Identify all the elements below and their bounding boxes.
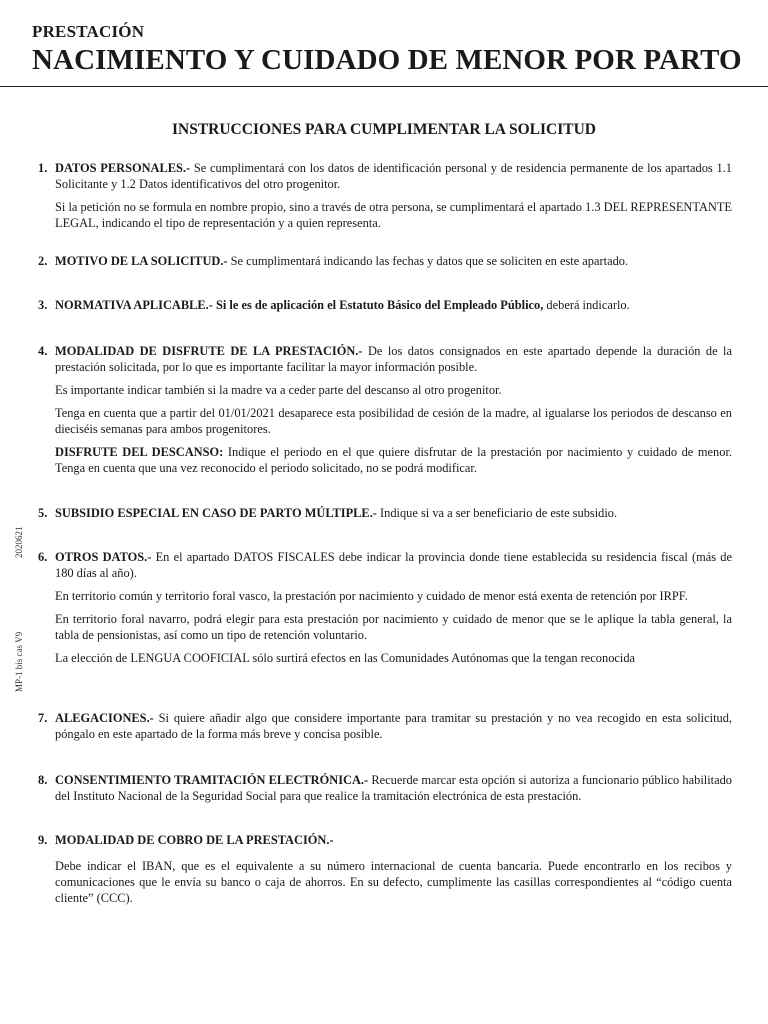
item-text: Recuerde marcar esta opción si autoriza a funcionario público habilitado del Instituto Nacional de la Seguridad Social para que realice la tramitación electrónica de esta prestación. [55, 773, 732, 803]
section-title: INSTRUCCIONES PARA CUMPLIMENTAR LA SOLICITUD [171, 121, 596, 138]
item-number: 6. [38, 550, 48, 564]
item-text: Si quiere añadir algo que considere importante para tramitar su prestación y no vea recogido en esta solicitud, póngalo en este apartado de la forma más breve y concisa posible. [55, 711, 732, 741]
item-number: 4. [38, 344, 48, 358]
item-paragraph: Si la petición no se formula en nombre propio, sino a través de otra persona, se cumplimentará el apartado 1.3 DEL REPRESENTANTE LEGAL, indicando el tipo de representación y a quien representa. [55, 200, 732, 230]
item-number: 5. [38, 506, 48, 520]
header-label: PRESTACIÓN [32, 22, 145, 41]
item-paragraph: Tenga en cuenta que a partir del 01/01/2021 desaparece esta posibilidad de cesión de la madre, al igualarse los periodos de descanso en dieciséis semanas para ambos progenitores. [55, 406, 732, 436]
item-number: 3. [38, 298, 48, 312]
instruction-item-5 [38, 505, 732, 521]
item-heading: MODALIDAD DE COBRO DE LA PRESTACIÓN.- [55, 833, 334, 847]
item-paragraph: En territorio común y territorio foral vasco, la prestación por nacimiento y cuidado de menor está exenta de retención por IRPF. [55, 589, 688, 603]
instruction-item-4 [38, 343, 732, 476]
item-number: 7. [38, 711, 48, 725]
header-divider [0, 86, 768, 87]
instruction-item-3 [38, 297, 732, 313]
item-heading: SUBSIDIO ESPECIAL EN CASO DE PARTO MÚLTIPLE.- [55, 506, 377, 520]
item-paragraph: Es importante indicar también si la madre va a ceder parte del descanso al otro progenitor. [55, 383, 502, 397]
item-subtext: Indique el periodo en el que quiere disfrutar de la prestación por nacimiento y cuidado de menor. Tenga en cuenta que una vez reconocido el periodo solicitado, no se podrá modificar. [55, 445, 732, 475]
item-text: En el apartado DATOS FISCALES debe indicar la provincia donde tiene establecida su residencia fiscal (más de 180 días al año). [55, 550, 733, 580]
item-paragraph: La elección de LENGUA COOFICIAL sólo surtirá efectos en las Comunidades Autónomas que la tengan reconocida [55, 651, 636, 665]
instruction-item-7 [38, 710, 732, 742]
item-paragraph: En territorio foral navarro, podrá elegir para esta prestación por nacimiento y cuidado de menor que se le aplique la tabla general, la tabla de pensionistas, así como un tipo de retención voluntario. [55, 612, 732, 642]
item-number: 8. [38, 773, 48, 787]
instruction-item-9 [38, 832, 732, 906]
item-heading: OTROS DATOS.- [55, 550, 152, 564]
item-text: Indique si va a ser beneficiario de este subsidio. [376, 506, 618, 520]
item-heading: CONSENTIMIENTO TRAMITACIÓN ELECTRÓNICA.- [55, 773, 369, 787]
item-text: Se cumplimentará con los datos de identificación personal y de residencia permanente de los apartados 1.1 Solicitante y 1.2 Datos identificativos del otro progenitor. [55, 161, 732, 191]
item-text: De los datos consignados en este apartado depende la duración de la prestación solicitada, por lo que es importante facilitar la mayor información posible. [55, 344, 732, 374]
instruction-item-1 [38, 160, 732, 231]
item-text: deberá indicarlo. [543, 298, 630, 312]
item-number: 2. [38, 254, 48, 268]
document-title: NACIMIENTO Y CUIDADO DE MENOR POR PARTO [32, 44, 742, 76]
item-heading: ALEGACIONES.- [55, 711, 154, 725]
instruction-item-6 [38, 549, 732, 666]
item-number: 1. [38, 161, 48, 175]
side-code-date: 2020621 [14, 526, 24, 558]
item-heading: MODALIDAD DE DISFRUTE DE LA PRESTACIÓN.- [55, 344, 363, 358]
item-number: 9. [38, 833, 48, 847]
item-heading: DATOS PERSONALES.- [55, 161, 191, 175]
side-code-form: MP-1 bis cas V9 [14, 631, 24, 692]
item-text: Se cumplimentará indicando las fechas y datos que se soliciten en este apartado. [227, 254, 629, 268]
instruction-item-8 [38, 772, 732, 804]
instruction-item-2 [38, 253, 732, 269]
item-heading: MOTIVO DE LA SOLICITUD.- [55, 254, 228, 268]
item-paragraph: Debe indicar el IBAN, que es el equivalente a su número internacional de cuenta bancaria. Puede encontrarlo en los recibos y comunicaciones que le envía su banco o caja de ahorros. En su defecto, cumplimente las casillas correspondientes al “código cuenta cliente” (CCC). [55, 859, 732, 905]
item-subheading: DISFRUTE DEL DESCANSO: [55, 445, 224, 459]
document-header [32, 22, 742, 77]
item-heading: NORMATIVA APLICABLE.- Si le es de aplicación el Estatuto Básico del Empleado Público, [55, 298, 544, 312]
